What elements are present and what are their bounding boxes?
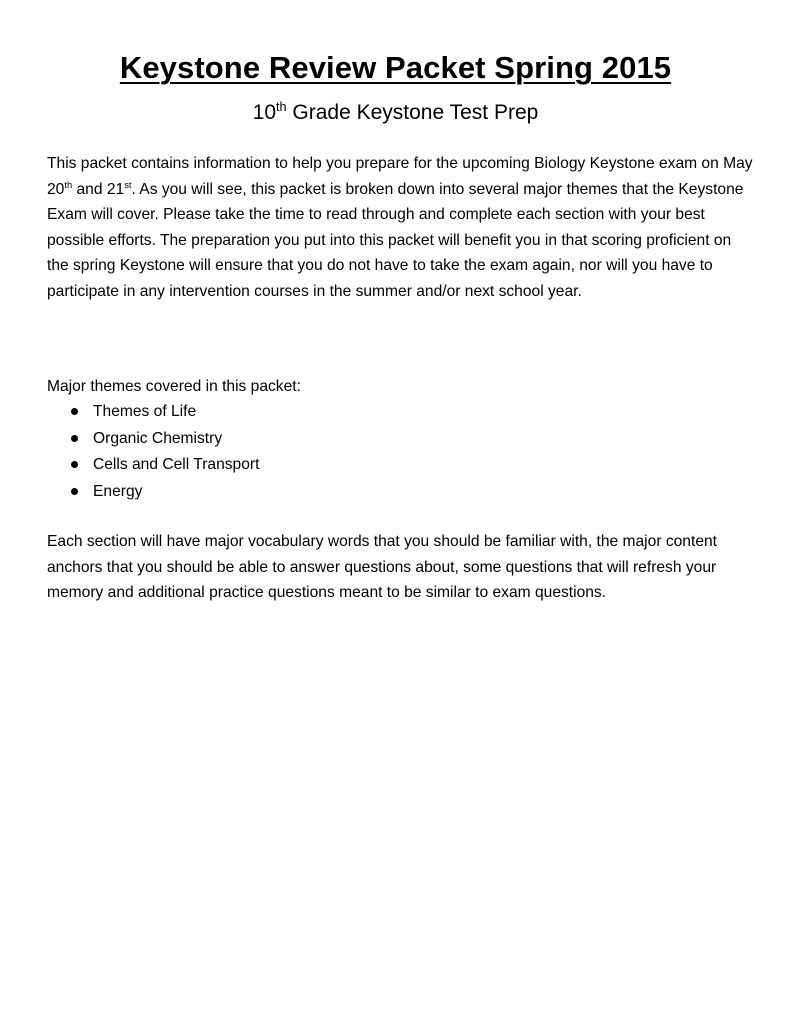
list-item [47, 479, 259, 506]
intro-paragraph [47, 151, 757, 305]
intro-superscript-1: th [64, 179, 73, 190]
subtitle-text: Grade Keystone Test Prep [286, 101, 539, 124]
document-subtitle [0, 98, 791, 128]
intro-text-2: and 21 [72, 180, 125, 198]
theme-label: Cells and Cell Transport [93, 456, 260, 473]
list-item [47, 399, 259, 426]
themes-heading: Major themes covered in this packet: [47, 378, 301, 395]
intro-text-1: This packet contains information to help you prepare for the upcoming Biology Keystone exam on May 20 [47, 155, 753, 198]
theme-label: Energy [93, 482, 143, 500]
intro-text-3: . As you will see, this packet is broken down into several major themes that the Keystone Exam will cover. Please take the time to read through and complete each section with your best possible efforts. The preparation you put into this packet will benefit you in that scoring proficient on the spring Keystone will ensure that you do not have to take the exam again, nor will you have to participate in any intervention courses in the summer and/or next school year. [47, 180, 744, 300]
document-title-text: Keystone Review Packet Spring 2015 [119, 50, 672, 85]
themes-list [47, 399, 259, 505]
bullet-icon [71, 488, 78, 495]
bullet-icon [71, 435, 78, 442]
theme-label: Organic Chemistry [93, 429, 223, 447]
list-item [47, 426, 259, 453]
document-title [0, 48, 791, 88]
closing-paragraph: Each section will have major vocabulary words that you should be familiar with, the major content anchors that you should be able to answer questions about, some questions that will refresh your memory and additional practice questions meant to be similar to exam questions. [47, 533, 717, 602]
intro-superscript-2: st [124, 179, 132, 190]
bullet-icon [71, 408, 78, 415]
bullet-icon [71, 461, 78, 468]
subtitle-number: 10 [252, 101, 277, 124]
theme-label: Themes of Life [93, 403, 197, 420]
subtitle-suffix: th [276, 100, 287, 114]
list-item [47, 452, 259, 479]
